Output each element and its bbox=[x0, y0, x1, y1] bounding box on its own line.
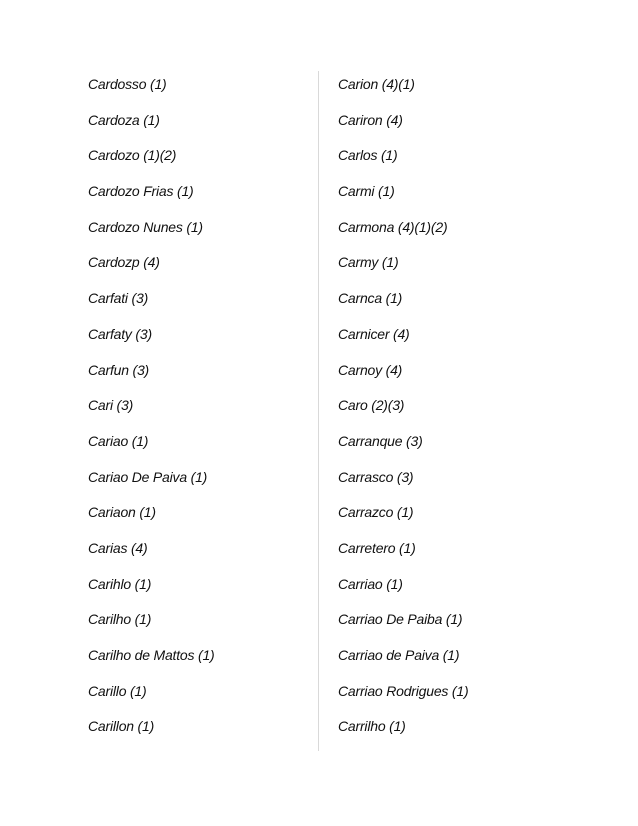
left-column bbox=[88, 74, 313, 752]
surname-entry: Carnicer (4) bbox=[338, 325, 410, 342]
surname-entry: Carranque (3) bbox=[338, 432, 423, 449]
surname-entry: Caro (2)(3) bbox=[338, 397, 405, 414]
surname-entry: Cardoza (1) bbox=[88, 111, 160, 128]
surname-entry: Carilho (1) bbox=[88, 611, 152, 628]
surname-entry: Carretero (1) bbox=[338, 539, 416, 556]
surname-entry: Carihlo (1) bbox=[88, 575, 152, 592]
surname-entry: Carnoy (4) bbox=[338, 361, 403, 378]
surname-entry: Carmona (4)(1)(2) bbox=[338, 218, 448, 235]
surname-entry: Cardozo (1)(2) bbox=[88, 147, 177, 164]
surname-entry: Carilho de Mattos (1) bbox=[88, 647, 215, 663]
surname-entry: Cariao (1) bbox=[88, 432, 149, 449]
surname-entry: Cari (3) bbox=[88, 397, 134, 414]
column-divider bbox=[318, 71, 319, 751]
surname-entry: Carlos (1) bbox=[338, 147, 398, 164]
surname-entry: Cariao De Paiva (1) bbox=[88, 468, 208, 485]
surname-entry: Carillon (1) bbox=[88, 718, 155, 735]
surname-entry: Carriao de Paiva (1) bbox=[338, 647, 460, 663]
surname-entry: Cardosso (1) bbox=[88, 76, 167, 92]
surname-entry: Cardozo Nunes (1) bbox=[88, 218, 203, 235]
surname-entry: Carnca (1) bbox=[338, 290, 403, 307]
surname-entry: Carillo (1) bbox=[88, 682, 147, 699]
surname-entry: Carfati (3) bbox=[88, 290, 149, 307]
surname-entry: Carriao Rodrigues (1) bbox=[338, 682, 469, 699]
surname-entry: Cardozp (4) bbox=[88, 254, 160, 271]
surname-entry: Cariaon (1) bbox=[88, 504, 156, 521]
surname-entry: Carfaty (3) bbox=[88, 325, 152, 342]
surname-entry: Carrasco (3) bbox=[338, 468, 414, 485]
surname-entry: Cariron (4) bbox=[338, 111, 403, 128]
surname-entry: Carriao De Paiba (1) bbox=[338, 611, 463, 628]
surname-entry: Cardozo Frias (1) bbox=[88, 183, 194, 200]
surname-entry: Carrilho (1) bbox=[338, 718, 406, 735]
surname-entry: Carmi (1) bbox=[338, 183, 395, 200]
right-column bbox=[338, 74, 568, 752]
surname-entry: Carion (4)(1) bbox=[338, 76, 415, 92]
surname-entry: Carriao (1) bbox=[338, 575, 403, 592]
surname-entry: Carmy (1) bbox=[338, 254, 399, 271]
surname-entry: Carfun (3) bbox=[88, 361, 150, 378]
surname-entry: Carias (4) bbox=[88, 539, 148, 556]
surname-entry: Carrazco (1) bbox=[338, 504, 414, 521]
